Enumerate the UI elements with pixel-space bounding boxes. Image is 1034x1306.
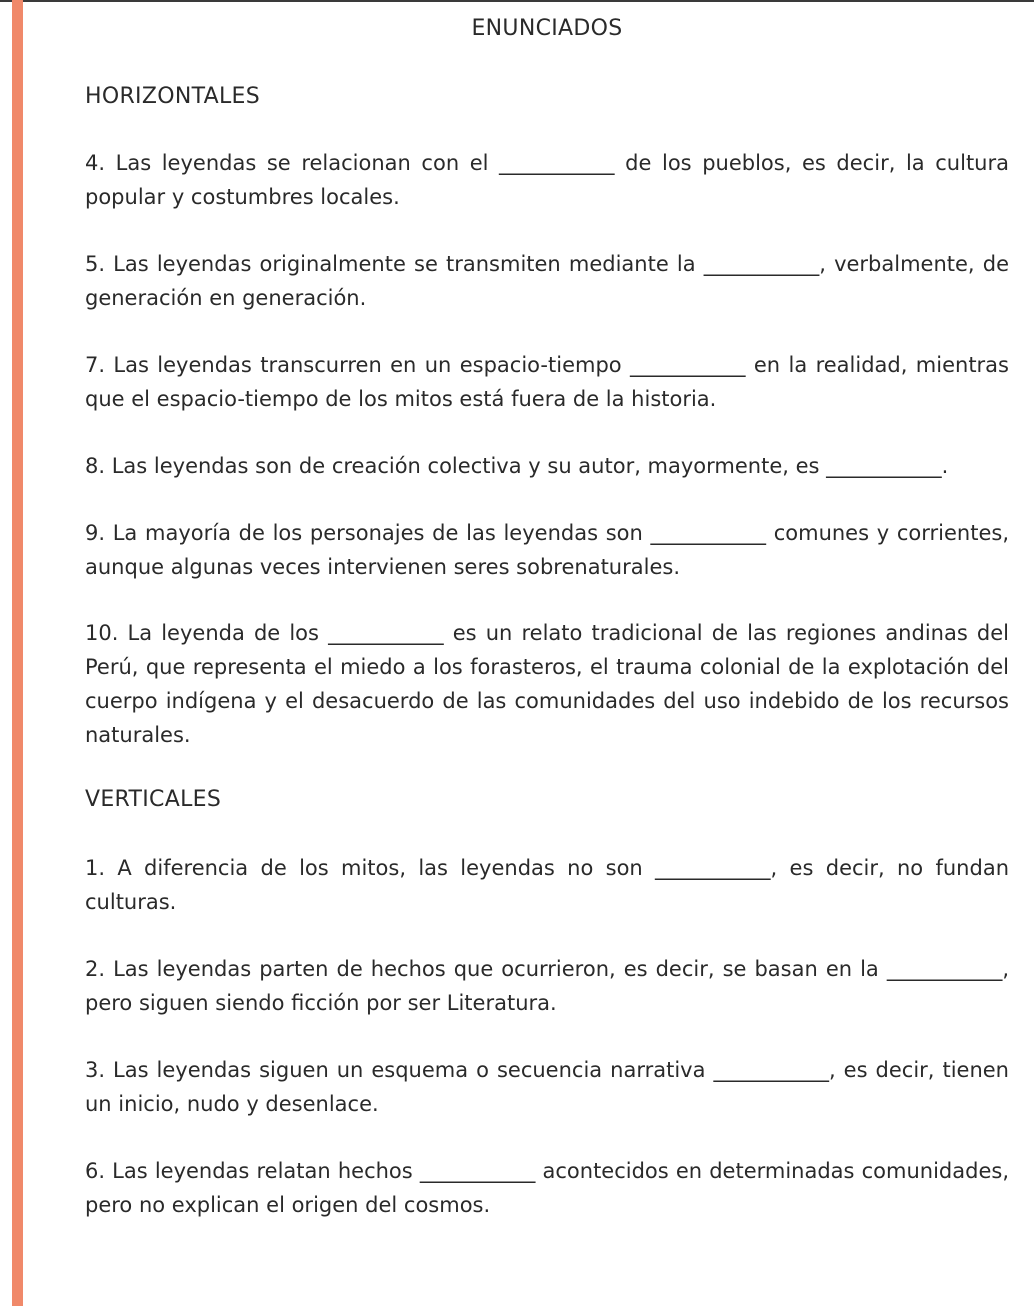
section-heading-verticales: VERTICALES [85, 787, 222, 812]
clue-horizontal-8: 8. Las leyendas son de creación colectiva y su autor, mayormente, es ___________. [85, 454, 949, 478]
clue-vertical-1: 1. A diferencia de los mitos, las leyendas no son ___________, es decir, no fundan culturas. [85, 856, 1009, 914]
section-heading-horizontales: HORIZONTALES [85, 84, 260, 109]
document-title: ENUNCIADOS [471, 16, 623, 41]
left-accent-bar [12, 0, 23, 1306]
clue-horizontal-4: 4. Las leyendas se relacionan con el ___________ de los pueblos, es decir, la cultura popular y costumbres locales. [85, 151, 1009, 209]
clue-horizontal-10: 10. La leyenda de los ___________ es un relato tradicional de las regiones andinas del Perú, que representa el miedo a los forasteros, el trauma colonial de la explotación del cuerpo indígena y el desacuerdo de las comunidades del uso indebido de los recursos naturales. [85, 621, 1009, 747]
clue-vertical-2: 2. Las leyendas parten de hechos que ocurrieron, es decir, se basan en la ___________, pero siguen siendo ficción por ser Literatura. [85, 957, 1009, 1015]
clue-vertical-6: 6. Las leyendas relatan hechos ___________ acontecidos en determinadas comunidades, pero no explican el origen del cosmos. [85, 1159, 1009, 1217]
top-border-line [0, 0, 1034, 2]
clue-horizontal-9: 9. La mayoría de los personajes de las leyendas son ___________ comunes y corrientes, aunque algunas veces intervienen seres sobrenaturales. [85, 521, 1009, 579]
clue-vertical-3: 3. Las leyendas siguen un esquema o secuencia narrativa ___________, es decir, tienen un inicio, nudo y desenlace. [85, 1058, 1009, 1116]
clue-horizontal-5: 5. Las leyendas originalmente se transmiten mediante la ___________, verbalmente, de generación en generación. [85, 252, 1009, 310]
clue-horizontal-7: 7. Las leyendas transcurren en un espacio-tiempo ___________ en la realidad, mientras que el espacio-tiempo de los mitos está fuera de la historia. [85, 353, 1009, 411]
